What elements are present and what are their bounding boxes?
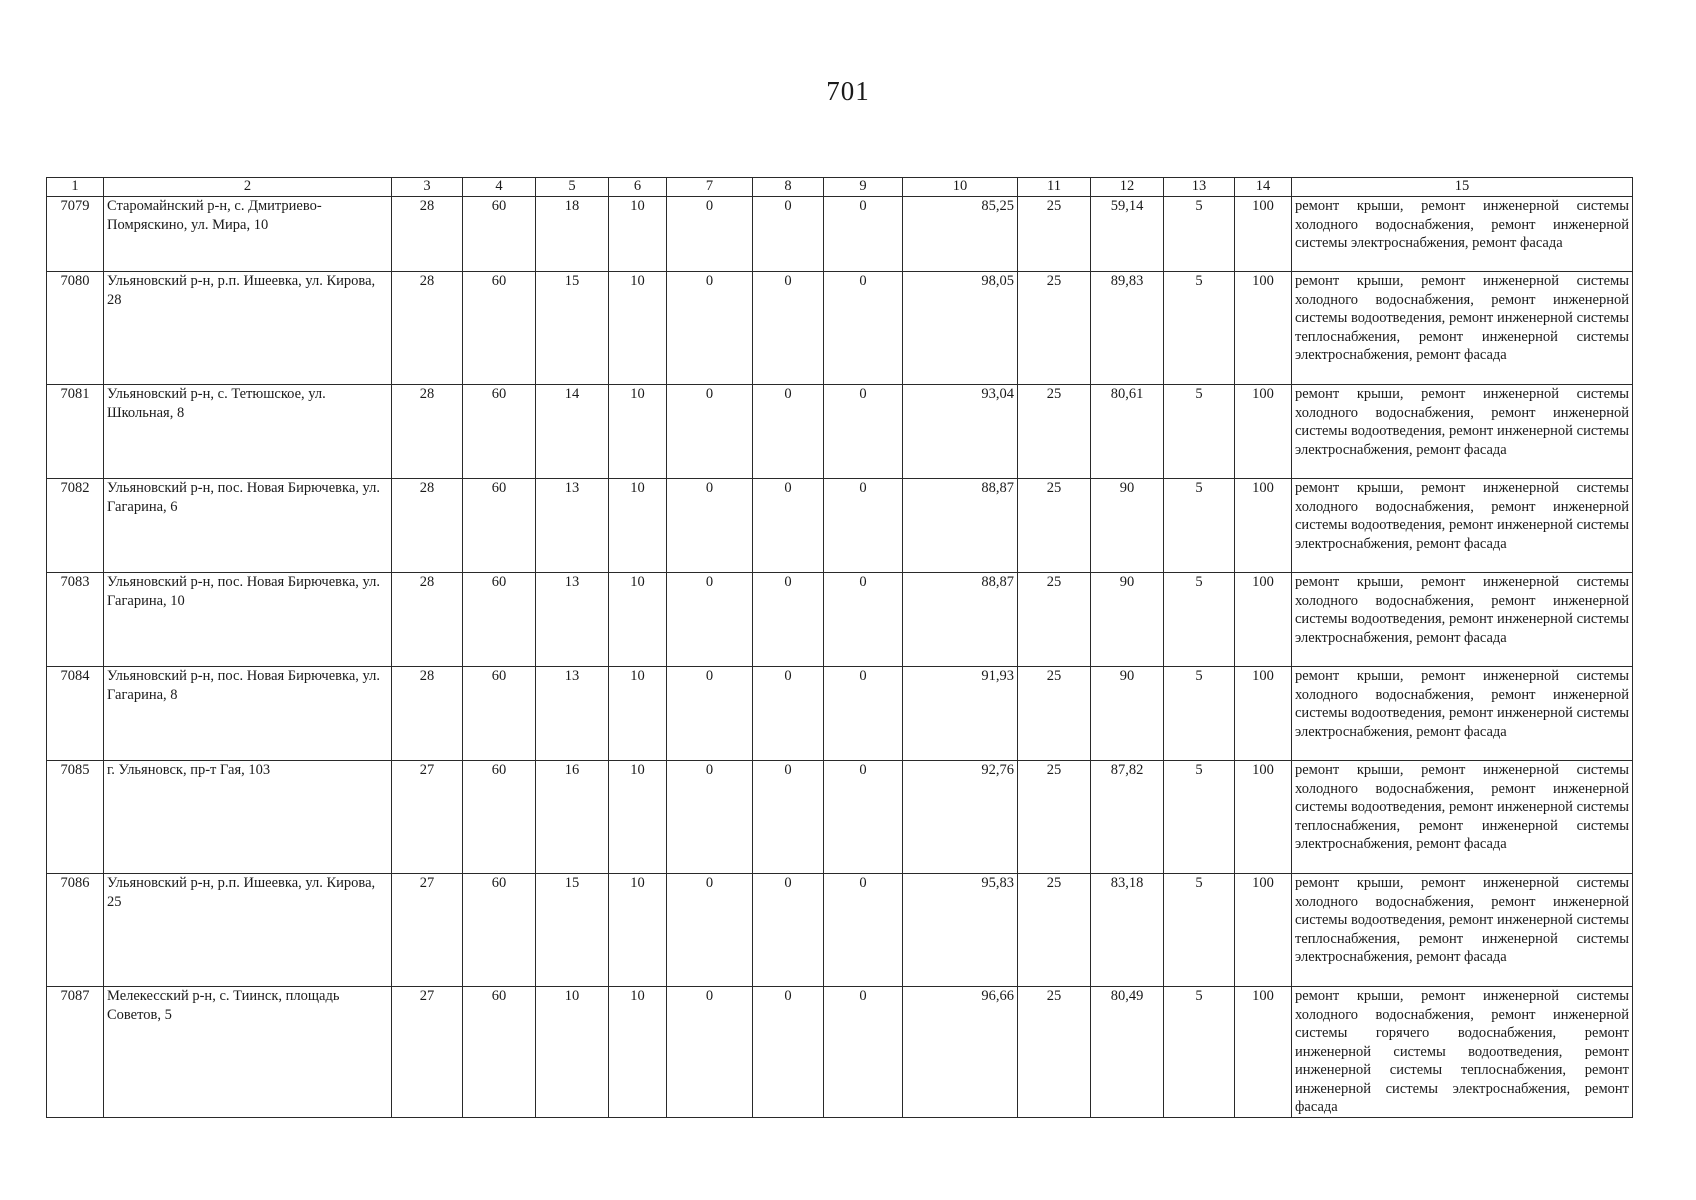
address-cell: Ульяновский р-н, пос. Новая Бирючевка, ул. Гагарина, 8 xyxy=(104,667,392,761)
value-cell-c6: 10 xyxy=(609,761,667,874)
works-cell: ремонт крыши, ремонт инженерной системы холодного водоснабжения, ремонт инженерной системы горячего водоснабжения, ремонт инженерной системы водоотведения, ремонт инженерной системы теплоснабжения, ремонт инженерной системы электроснабжения, ремонт фасада xyxy=(1292,987,1633,1118)
value-cell-c8: 0 xyxy=(753,272,824,385)
value-cell-c9: 0 xyxy=(824,987,903,1118)
column-header: 12 xyxy=(1091,178,1164,197)
table-row xyxy=(47,479,1633,573)
address-cell: Старомайнский р-н, с. Дмитриево-Помряскино, ул. Мира, 10 xyxy=(104,197,392,272)
value-cell-c10: 85,25 xyxy=(903,197,1018,272)
column-header: 15 xyxy=(1292,178,1633,197)
table-row xyxy=(47,667,1633,761)
column-header: 8 xyxy=(753,178,824,197)
value-cell-c12: 90 xyxy=(1091,573,1164,667)
value-cell-c11: 25 xyxy=(1018,987,1091,1118)
value-cell-c5: 13 xyxy=(536,667,609,761)
table-row xyxy=(47,197,1633,272)
value-cell-c5: 16 xyxy=(536,761,609,874)
value-cell-c13: 5 xyxy=(1164,874,1235,987)
works-cell: ремонт крыши, ремонт инженерной системы холодного водоснабжения, ремонт инженерной системы водоотведения, ремонт инженерной системы теплоснабжения, ремонт инженерной системы электроснабжения, ремонт фасада xyxy=(1292,761,1633,874)
works-cell: ремонт крыши, ремонт инженерной системы холодного водоснабжения, ремонт инженерной системы электроснабжения, ремонт фасада xyxy=(1292,197,1633,272)
value-cell-c5: 18 xyxy=(536,197,609,272)
value-cell-c11: 25 xyxy=(1018,667,1091,761)
value-cell-c7: 0 xyxy=(667,987,753,1118)
value-cell-c8: 0 xyxy=(753,987,824,1118)
value-cell-c5: 13 xyxy=(536,479,609,573)
value-cell-c13: 5 xyxy=(1164,197,1235,272)
value-cell-c4: 60 xyxy=(463,272,536,385)
value-cell-c8: 0 xyxy=(753,573,824,667)
value-cell-c9: 0 xyxy=(824,197,903,272)
value-cell-c12: 89,83 xyxy=(1091,272,1164,385)
value-cell-c7: 0 xyxy=(667,197,753,272)
value-cell-c3: 28 xyxy=(392,197,463,272)
row-id-cell: 7087 xyxy=(47,987,104,1118)
value-cell-c7: 0 xyxy=(667,272,753,385)
column-number-header-row xyxy=(47,178,1633,197)
value-cell-c14: 100 xyxy=(1235,573,1292,667)
value-cell-c4: 60 xyxy=(463,385,536,479)
value-cell-c10: 88,87 xyxy=(903,479,1018,573)
value-cell-c12: 90 xyxy=(1091,479,1164,573)
table-row xyxy=(47,272,1633,385)
column-header: 1 xyxy=(47,178,104,197)
row-id-cell: 7086 xyxy=(47,874,104,987)
value-cell-c7: 0 xyxy=(667,573,753,667)
value-cell-c6: 10 xyxy=(609,272,667,385)
value-cell-c10: 95,83 xyxy=(903,874,1018,987)
value-cell-c11: 25 xyxy=(1018,573,1091,667)
column-header: 13 xyxy=(1164,178,1235,197)
value-cell-c6: 10 xyxy=(609,573,667,667)
value-cell-c14: 100 xyxy=(1235,272,1292,385)
column-header: 2 xyxy=(104,178,392,197)
value-cell-c8: 0 xyxy=(753,874,824,987)
value-cell-c13: 5 xyxy=(1164,573,1235,667)
value-cell-c13: 5 xyxy=(1164,479,1235,573)
works-cell: ремонт крыши, ремонт инженерной системы холодного водоснабжения, ремонт инженерной системы водоотведения, ремонт инженерной системы электроснабжения, ремонт фасада xyxy=(1292,479,1633,573)
value-cell-c3: 27 xyxy=(392,987,463,1118)
value-cell-c8: 0 xyxy=(753,479,824,573)
value-cell-c12: 83,18 xyxy=(1091,874,1164,987)
value-cell-c14: 100 xyxy=(1235,987,1292,1118)
value-cell-c5: 10 xyxy=(536,987,609,1118)
value-cell-c4: 60 xyxy=(463,479,536,573)
works-cell: ремонт крыши, ремонт инженерной системы холодного водоснабжения, ремонт инженерной системы водоотведения, ремонт инженерной системы электроснабжения, ремонт фасада xyxy=(1292,667,1633,761)
value-cell-c14: 100 xyxy=(1235,197,1292,272)
value-cell-c13: 5 xyxy=(1164,761,1235,874)
column-header: 7 xyxy=(667,178,753,197)
value-cell-c9: 0 xyxy=(824,874,903,987)
value-cell-c13: 5 xyxy=(1164,272,1235,385)
value-cell-c13: 5 xyxy=(1164,987,1235,1118)
value-cell-c8: 0 xyxy=(753,667,824,761)
value-cell-c12: 80,61 xyxy=(1091,385,1164,479)
column-header: 6 xyxy=(609,178,667,197)
value-cell-c3: 27 xyxy=(392,874,463,987)
value-cell-c3: 28 xyxy=(392,385,463,479)
works-cell: ремонт крыши, ремонт инженерной системы холодного водоснабжения, ремонт инженерной системы водоотведения, ремонт инженерной системы электроснабжения, ремонт фасада xyxy=(1292,385,1633,479)
value-cell-c10: 93,04 xyxy=(903,385,1018,479)
value-cell-c9: 0 xyxy=(824,667,903,761)
value-cell-c6: 10 xyxy=(609,874,667,987)
value-cell-c11: 25 xyxy=(1018,761,1091,874)
value-cell-c3: 27 xyxy=(392,761,463,874)
value-cell-c7: 0 xyxy=(667,667,753,761)
table-row xyxy=(47,761,1633,874)
value-cell-c12: 59,14 xyxy=(1091,197,1164,272)
value-cell-c14: 100 xyxy=(1235,874,1292,987)
value-cell-c4: 60 xyxy=(463,667,536,761)
address-cell: Ульяновский р-н, пос. Новая Бирючевка, ул. Гагарина, 10 xyxy=(104,573,392,667)
table-body xyxy=(47,197,1633,1118)
value-cell-c10: 91,93 xyxy=(903,667,1018,761)
column-header: 11 xyxy=(1018,178,1091,197)
page-number: 701 xyxy=(826,76,870,106)
value-cell-c14: 100 xyxy=(1235,761,1292,874)
value-cell-c4: 60 xyxy=(463,573,536,667)
value-cell-c10: 92,76 xyxy=(903,761,1018,874)
value-cell-c11: 25 xyxy=(1018,874,1091,987)
value-cell-c6: 10 xyxy=(609,987,667,1118)
value-cell-c10: 96,66 xyxy=(903,987,1018,1118)
row-id-cell: 7080 xyxy=(47,272,104,385)
row-id-cell: 7081 xyxy=(47,385,104,479)
value-cell-c9: 0 xyxy=(824,761,903,874)
value-cell-c7: 0 xyxy=(667,479,753,573)
address-cell: Мелекесский р-н, с. Тиинск, площадь Советов, 5 xyxy=(104,987,392,1118)
value-cell-c5: 15 xyxy=(536,874,609,987)
column-header: 5 xyxy=(536,178,609,197)
table-row xyxy=(47,573,1633,667)
value-cell-c8: 0 xyxy=(753,761,824,874)
value-cell-c8: 0 xyxy=(753,385,824,479)
value-cell-c10: 88,87 xyxy=(903,573,1018,667)
row-id-cell: 7083 xyxy=(47,573,104,667)
value-cell-c4: 60 xyxy=(463,987,536,1118)
value-cell-c12: 90 xyxy=(1091,667,1164,761)
value-cell-c5: 15 xyxy=(536,272,609,385)
value-cell-c6: 10 xyxy=(609,667,667,761)
value-cell-c14: 100 xyxy=(1235,667,1292,761)
repair-register-table xyxy=(46,177,1633,1118)
value-cell-c8: 0 xyxy=(753,197,824,272)
value-cell-c11: 25 xyxy=(1018,197,1091,272)
value-cell-c9: 0 xyxy=(824,385,903,479)
value-cell-c14: 100 xyxy=(1235,479,1292,573)
row-id-cell: 7085 xyxy=(47,761,104,874)
value-cell-c4: 60 xyxy=(463,761,536,874)
value-cell-c9: 0 xyxy=(824,573,903,667)
row-id-cell: 7084 xyxy=(47,667,104,761)
address-cell: Ульяновский р-н, р.п. Ишеевка, ул. Кирова, 25 xyxy=(104,874,392,987)
table-row xyxy=(47,874,1633,987)
value-cell-c10: 98,05 xyxy=(903,272,1018,385)
column-header: 14 xyxy=(1235,178,1292,197)
table-row xyxy=(47,987,1633,1118)
value-cell-c13: 5 xyxy=(1164,385,1235,479)
value-cell-c3: 28 xyxy=(392,667,463,761)
value-cell-c14: 100 xyxy=(1235,385,1292,479)
value-cell-c7: 0 xyxy=(667,874,753,987)
column-header: 10 xyxy=(903,178,1018,197)
value-cell-c9: 0 xyxy=(824,479,903,573)
column-header: 4 xyxy=(463,178,536,197)
value-cell-c3: 28 xyxy=(392,479,463,573)
value-cell-c9: 0 xyxy=(824,272,903,385)
value-cell-c6: 10 xyxy=(609,197,667,272)
address-cell: Ульяновский р-н, р.п. Ишеевка, ул. Кирова, 28 xyxy=(104,272,392,385)
value-cell-c4: 60 xyxy=(463,874,536,987)
value-cell-c6: 10 xyxy=(609,479,667,573)
value-cell-c13: 5 xyxy=(1164,667,1235,761)
value-cell-c7: 0 xyxy=(667,761,753,874)
value-cell-c11: 25 xyxy=(1018,479,1091,573)
value-cell-c12: 80,49 xyxy=(1091,987,1164,1118)
column-header: 9 xyxy=(824,178,903,197)
value-cell-c5: 14 xyxy=(536,385,609,479)
address-cell: Ульяновский р-н, пос. Новая Бирючевка, ул. Гагарина, 6 xyxy=(104,479,392,573)
works-cell: ремонт крыши, ремонт инженерной системы холодного водоснабжения, ремонт инженерной системы водоотведения, ремонт инженерной системы электроснабжения, ремонт фасада xyxy=(1292,573,1633,667)
value-cell-c6: 10 xyxy=(609,385,667,479)
works-cell: ремонт крыши, ремонт инженерной системы холодного водоснабжения, ремонт инженерной системы водоотведения, ремонт инженерной системы теплоснабжения, ремонт инженерной системы электроснабжения, ремонт фасада xyxy=(1292,272,1633,385)
column-header: 3 xyxy=(392,178,463,197)
works-cell: ремонт крыши, ремонт инженерной системы холодного водоснабжения, ремонт инженерной системы водоотведения, ремонт инженерной системы теплоснабжения, ремонт инженерной системы электроснабжения, ремонт фасада xyxy=(1292,874,1633,987)
value-cell-c11: 25 xyxy=(1018,272,1091,385)
row-id-cell: 7079 xyxy=(47,197,104,272)
table-row xyxy=(47,385,1633,479)
value-cell-c4: 60 xyxy=(463,197,536,272)
value-cell-c12: 87,82 xyxy=(1091,761,1164,874)
value-cell-c3: 28 xyxy=(392,272,463,385)
value-cell-c3: 28 xyxy=(392,573,463,667)
address-cell: г. Ульяновск, пр-т Гая, 103 xyxy=(104,761,392,874)
row-id-cell: 7082 xyxy=(47,479,104,573)
value-cell-c7: 0 xyxy=(667,385,753,479)
value-cell-c11: 25 xyxy=(1018,385,1091,479)
address-cell: Ульяновский р-н, с. Тетюшское, ул. Школьная, 8 xyxy=(104,385,392,479)
value-cell-c5: 13 xyxy=(536,573,609,667)
